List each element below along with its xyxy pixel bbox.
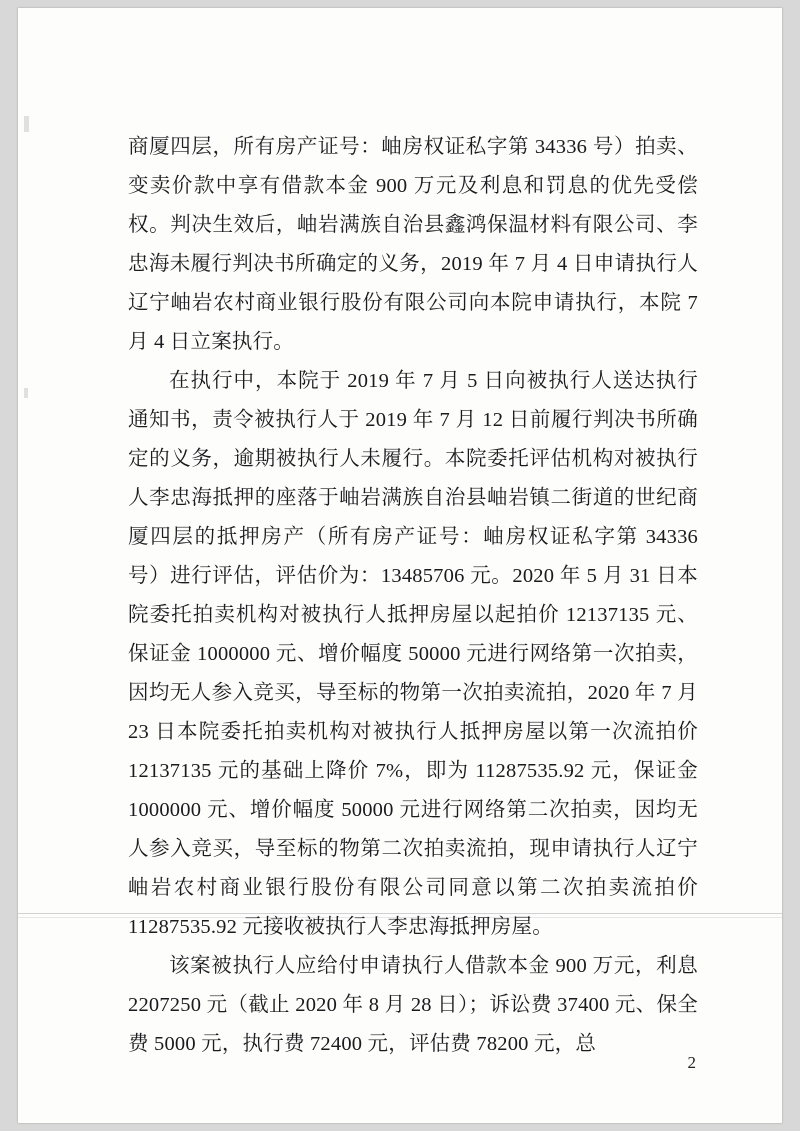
page-number: 2	[687, 1053, 696, 1072]
scan-artifact-mark	[24, 388, 28, 398]
paragraph-2: 在执行中，本院于 2019 年 7 月 5 日向被执行人送达执行通知书，责令被执行人于 2019 年 7 月 12 日前履行判决书所确定的义务，逾期被执行人未履行。本院委托评估机构对被执行人李忠海抵押的座落于岫岩满族自治县岫岩镇二街道的世纪商厦四层的抵押房产（所有房产证号：岫房权证私字第 34336 号）进行评估，评估价为：13485706 元。2020 年 5 月 31 日本院委托拍卖机构对被执行人抵押房屋以起拍价 12137135 元、保证金 1000000 元、增价幅度 50000 元进行网络第一次拍卖，因均无人参入竞买，导至标的物第一次拍卖流拍，2020 年 7 月 23 日本院委托拍卖机构对被执行人抵押房屋以第一次流拍价 12137135 元的基础上降价 7%，即为 11287535.92 元，保证金 1000000 元、增价幅度 50000 元进行网络第二次拍卖，因均无人参入竞买，导至标的物第二次拍卖流拍，现申请执行人辽宁岫岩农村商业银行股份有限公司同意以第二次拍卖流拍价 11287535.92 元接收被执行人李忠海抵押房屋。	[128, 370, 698, 938]
paragraph-1: 商厦四层，所有房产证号：岫房权证私字第 34336 号）拍卖、变卖价款中享有借款本金 900 万元及利息和罚息的优先受偿权。判决生效后，岫岩满族自治县鑫鸿保温材料有限公司、李忠海未履行判决书所确定的义务，2019 年 7 月 4 日申请执行人辽宁岫岩农村商业银行股份有限公司向本院申请执行，本院 7 月 4 日立案执行。	[128, 136, 698, 353]
document-page	[18, 8, 782, 1123]
scan-artifact-mark	[24, 116, 29, 132]
paragraph-3: 该案被执行人应给付申请执行人借款本金 900 万元，利息 2207250 元（截止 2020 年 8 月 28 日）；诉讼费 37400 元、保全费 5000 元，执行费 72400 元，评估费 78200 元，总	[128, 955, 698, 1055]
document-body	[128, 128, 698, 1064]
